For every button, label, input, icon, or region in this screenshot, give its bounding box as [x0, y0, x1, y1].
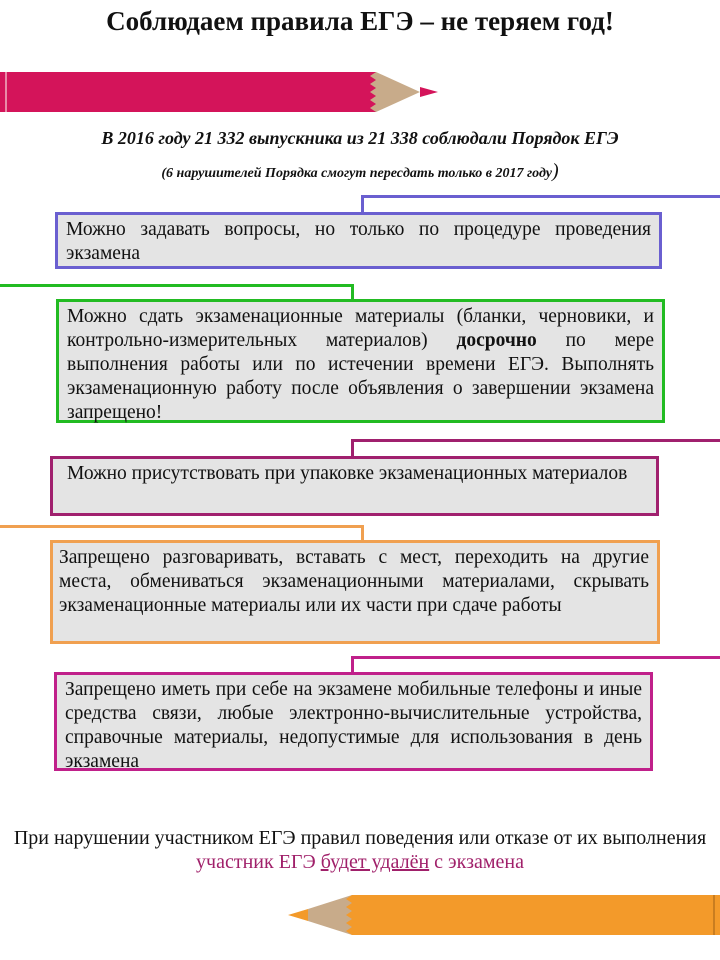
connector-3-v	[351, 439, 354, 457]
statistics-line: В 2016 году 21 332 выпускника из 21 338 соблюдали Порядок ЕГЭ	[101, 128, 619, 148]
connector-4-v	[361, 525, 364, 541]
rule-text: Запрещено иметь при себе на экзамене мобильные телефоны и иные средства связи, любые электронно-вычислительные устройства, справочные материалы, недопустимые для использования в день экзамена	[65, 679, 642, 772]
rule-text: Запрещено разговаривать, вставать с мест, переходить на другие места, обмениваться экзаменационными материалами, скрывать экзаменационные материалы или их части при сдаче работы	[59, 547, 649, 616]
rule-text: Можно сдать экзаменационные материалы (бланки, черновики, и контрольно-измерительных материалов)	[67, 306, 654, 351]
connector-2	[0, 284, 354, 287]
statistics-note: (6 нарушителей Порядка смогут пересдать только в 2017 году)	[161, 160, 559, 182]
connector-1-v	[361, 195, 364, 213]
rule-box-packing	[50, 456, 659, 516]
pink-pencil-icon	[0, 70, 450, 116]
rule-text: по мере выполнения работы или по истечении времени ЕГЭ. Выполнять экзаменационную работу после объявления о завершении экзамена запрещено!	[67, 330, 654, 423]
connector-3	[351, 439, 720, 442]
rule-box-devices	[54, 672, 653, 771]
connector-1	[361, 195, 720, 198]
connector-2-v	[351, 284, 354, 300]
rule-text: Можно присутствовать при упаковке экзаменационных материалов	[67, 463, 628, 484]
rule-text: Можно задавать вопросы, но только по процедуре проведения экзамена	[66, 219, 651, 264]
connector-5-v	[351, 656, 354, 673]
footer-warning: При нарушении участником ЕГЭ правил поведения или отказе от их выполнения участник ЕГЭ будет удалён с экзамена	[13, 827, 707, 873]
connector-4	[0, 525, 364, 528]
rule-text-bold: досрочно	[456, 330, 537, 351]
rule-box-submit-early	[56, 299, 665, 423]
rule-box-questions	[55, 212, 662, 269]
orange-pencil-icon	[280, 893, 720, 937]
connector-5	[351, 656, 720, 659]
page-title: Соблюдаем правила ЕГЭ – не теряем год!	[106, 6, 614, 36]
rule-box-talking	[50, 540, 660, 644]
